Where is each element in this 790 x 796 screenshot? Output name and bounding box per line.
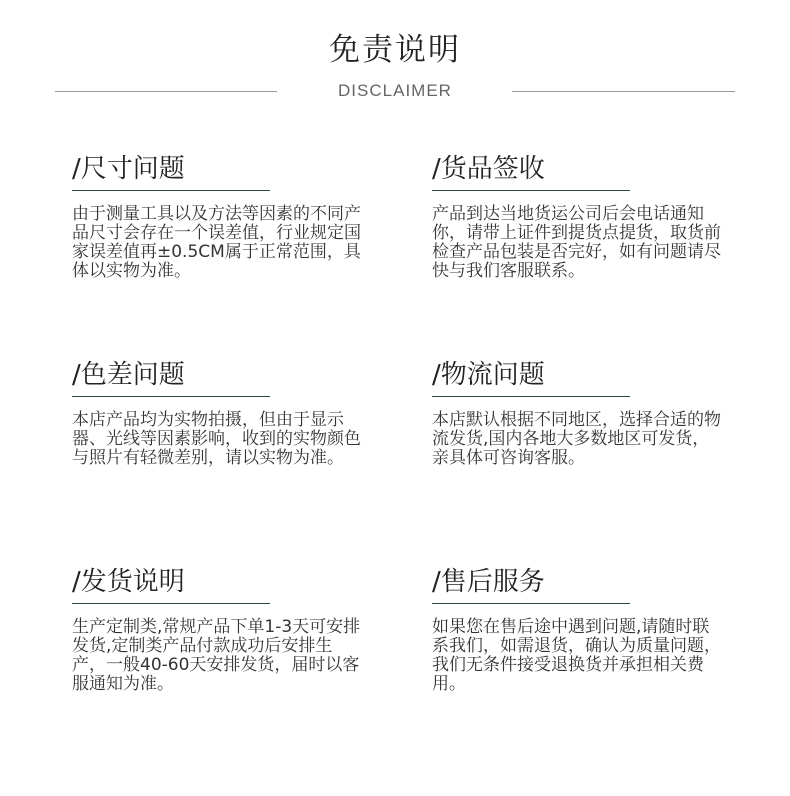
page-title: 免责说明: [329, 32, 461, 68]
page-header: [0, 0, 790, 110]
section-title: /货品签收: [432, 152, 630, 191]
section-title: /售后服务: [432, 565, 630, 604]
section-shipping: [72, 565, 372, 694]
section-body: 本店产品均为实物拍摄，但由于显示器、光线等因素影响，收到的实物颜色与照片有轻微差别，请以实物为准。: [72, 410, 361, 468]
page-subtitle: DISCLAIMER: [338, 81, 452, 100]
section-color-difference: [72, 358, 372, 468]
divider-right: [512, 91, 735, 92]
section-body: 产品到达当地货运公司后会电话通知你，请带上证件到提货点提货，取货前检查产品包装是否完好，如有问题请尽快与我们客服联系。: [432, 204, 721, 281]
section-size-issue: [72, 152, 372, 281]
section-after-sales: [432, 565, 732, 694]
section-title: /尺寸问题: [72, 152, 270, 191]
section-logistics: [432, 358, 732, 468]
section-body: 如果您在售后途中遇到问题,请随时联系我们，如需退货，确认为质量问题，我们无条件接受退换货并承担相关费用。: [432, 617, 721, 694]
section-body: 本店默认根据不同地区，选择合适的物流发货,国内各地大多数地区可发货，亲具体可咨询客服。: [432, 410, 721, 468]
section-body: 由于测量工具以及方法等因素的不同产品尺寸会存在一个误差值，行业规定国家误差值再±0.5CM属于正常范围，具体以实物为准。: [72, 204, 361, 281]
section-body: 生产定制类,常规产品下单1-3天可安排发货,定制类产品付款成功后安排生产，一般40-60天安排发货，届时以客服通知为准。: [72, 617, 361, 694]
section-title: /色差问题: [72, 358, 270, 397]
section-title: /物流问题: [432, 358, 630, 397]
section-title: /发货说明: [72, 565, 270, 604]
section-goods-receipt: [432, 152, 732, 281]
